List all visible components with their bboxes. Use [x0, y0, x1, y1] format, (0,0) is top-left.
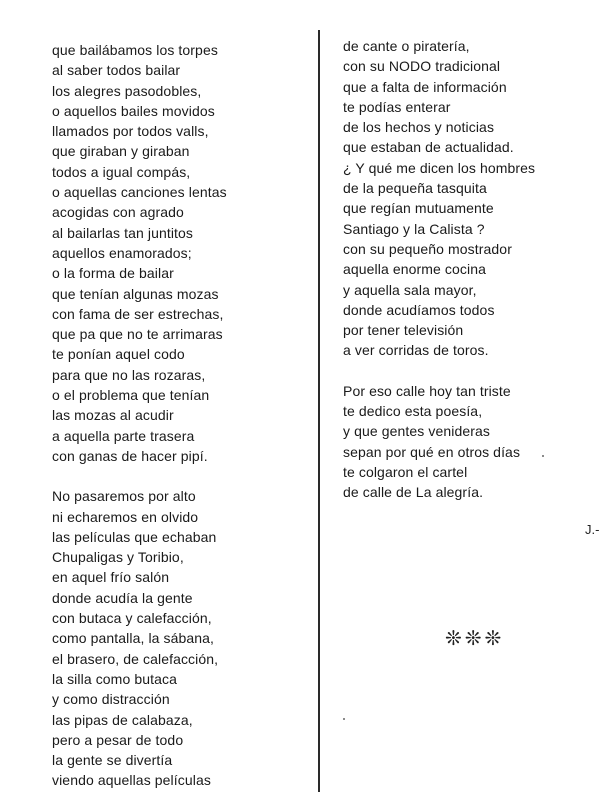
poem-right-stanza-1 [343, 36, 593, 361]
poem-line: con su pequeño mostrador [343, 240, 512, 257]
poem-line: por tener televisión [343, 322, 464, 339]
poem-line: o aquellas canciones lentas [52, 184, 227, 201]
poem-line: con su NODO tradicional [343, 58, 501, 75]
poem-line: acogidas con agrado [52, 204, 184, 221]
poem-line: de la pequeña tasquita [343, 180, 487, 197]
poem-line: pero a pesar de todo [52, 731, 184, 748]
poem-line: que a falta de información [343, 78, 507, 95]
poem-line: con butaca y calefacción, [52, 610, 212, 627]
poem-line: sepan por qué en otros días [343, 443, 521, 460]
poem-line: donde acudía la gente [52, 589, 193, 606]
poem-line: en aquel frío salón [52, 569, 170, 586]
poem-line: que tenían algunas mozas [52, 285, 219, 302]
poem-line: de los hechos y noticias [343, 119, 495, 136]
poem-line: como pantalla, la sábana, [52, 630, 215, 647]
poem-line: y aquella sala mayor, [343, 281, 477, 298]
poem-line: de cante o piratería, [343, 38, 470, 54]
poem-line: que bailábamos los torpes [52, 42, 218, 58]
column-divider [318, 30, 320, 792]
poem-line: la gente se divertía [52, 752, 173, 769]
poem-line: donde acudíamos todos [343, 301, 495, 318]
poem-line: o la forma de bailar [52, 265, 174, 282]
stanza-break [52, 466, 302, 486]
scan-speck [542, 455, 544, 457]
poem-line: con ganas de hacer pipí. [52, 447, 208, 464]
poem-line: aquella enorme cocina [343, 261, 486, 278]
poem-line: a aquella parte trasera [52, 427, 195, 444]
poem-line: te ponían aquel codo [52, 346, 185, 363]
poem-line: aquellos enamorados; [52, 244, 192, 261]
poem-line: te dedico esta poesía, [343, 403, 483, 420]
poem-line: con fama de ser estrechas, [52, 305, 224, 322]
poem-line: todos a igual compás, [52, 163, 191, 180]
poem-line: ¿ Y qué me dicen los hombres [343, 159, 536, 176]
poem-line: Por eso calle hoy tan triste [343, 382, 511, 399]
poem-line: o aquellos bailes movidos [52, 102, 215, 119]
poem-line: la silla como butaca [52, 670, 177, 687]
poem-line: al saber todos bailar [52, 62, 181, 79]
poem-line: que giraban y giraban [52, 143, 190, 160]
poem-line: las pipas de calabaza, [52, 711, 193, 728]
poem-line: para que no las rozaras, [52, 366, 206, 383]
poem-line: las mozas al acudir [52, 407, 174, 424]
author-signature: J.- [585, 522, 600, 537]
poem-line: Santiago y la Calista ? [343, 220, 485, 237]
poem-line: te podías enterar [343, 98, 451, 115]
poem-line: o el problema que tenían [52, 387, 210, 404]
poem-line: de calle de La alegría. [343, 484, 484, 501]
poem-line: y como distracción [52, 691, 170, 708]
poem-line: a ver corridas de toros. [343, 342, 489, 359]
poem-line: Chupaligas y Toribio, [52, 549, 184, 566]
poem-left-column [52, 40, 302, 791]
poem-line: y que gentes venideras [343, 423, 490, 440]
poem-line: viendo aquellas películas [52, 772, 211, 789]
poem-line: ni echaremos en olvido [52, 508, 199, 525]
poem-line: llamados por todos valls, [52, 123, 209, 140]
poem-left-stanza-2 [52, 486, 302, 790]
asterism-ornament: ❊❊❊ [445, 628, 505, 650]
poem-line: que regían mutuamente [343, 200, 494, 217]
poem-line: el brasero, de calefacción, [52, 650, 219, 667]
poem-line: que pa que no te arrimaras [52, 326, 223, 343]
poem-right-column [343, 36, 593, 503]
poem-left-stanza-1 [52, 40, 302, 466]
poem-line: que estaban de actualidad. [343, 139, 514, 156]
stanza-break [343, 361, 593, 381]
poem-line: al bailarlas tan juntitos [52, 224, 194, 241]
poem-line: No pasaremos por alto [52, 488, 196, 505]
poem-line: te colgaron el cartel [343, 463, 468, 480]
scan-speck [343, 718, 345, 720]
poem-right-stanza-2 [343, 381, 593, 503]
poem-line: las películas que echaban [52, 528, 217, 545]
poem-line: los alegres pasodobles, [52, 82, 202, 99]
